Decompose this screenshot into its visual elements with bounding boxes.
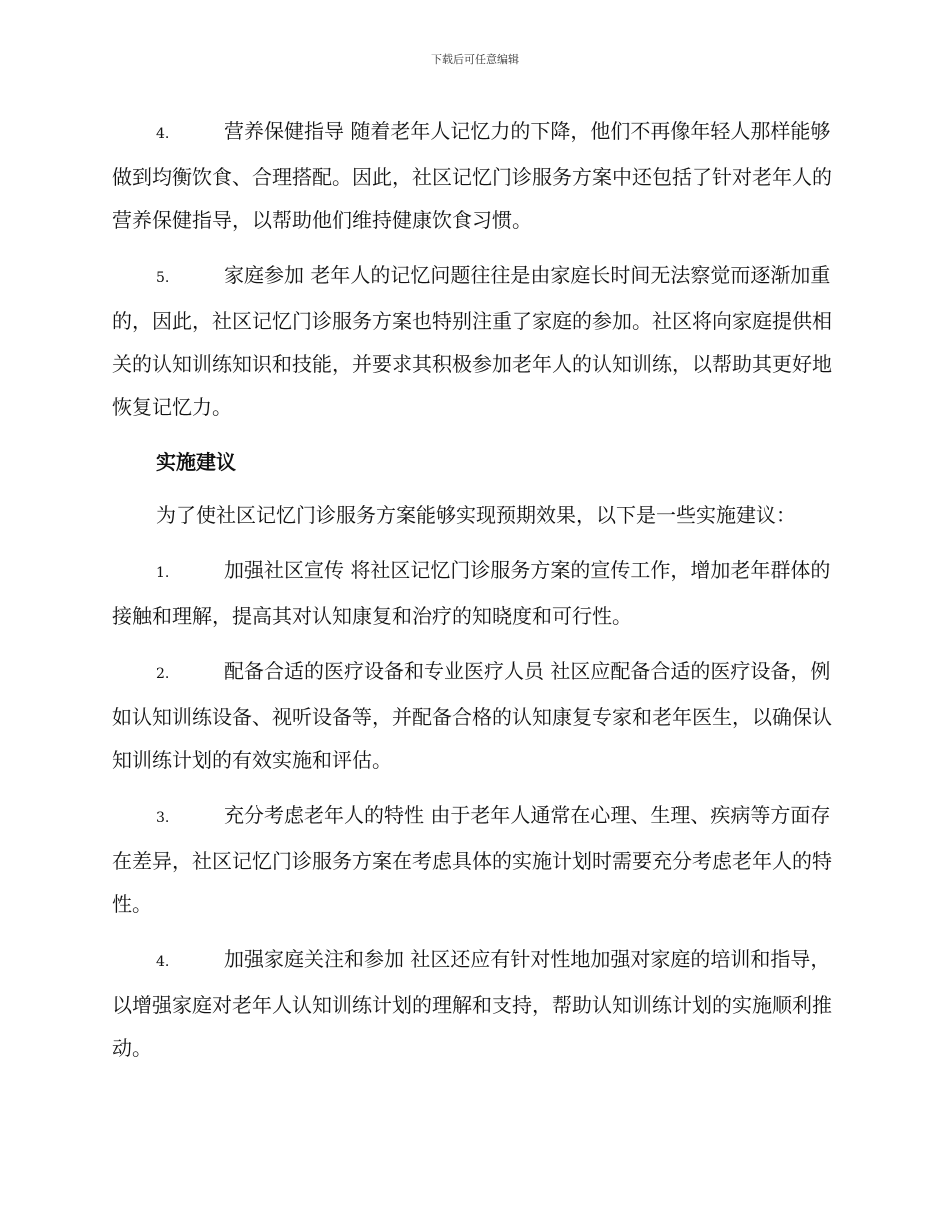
page-header: 下载后可任意编辑 <box>431 53 519 66</box>
list-item <box>112 938 840 1070</box>
list-item-text: 家庭参加 老年人的记忆问题往往是由家庭长时间无法察觉而逐渐加重的，因此，社区记忆门诊服务方案也特别注重了家庭的参加。社区将向家庭提供相关的认知训练知识和技能，并要求其积极参加老年人的认知训练，以帮助其更好地恢复记忆力。 <box>112 263 832 419</box>
list-item-number: 1. <box>156 565 170 581</box>
list-item-text: 配备合适的医疗设备和专业医疗人员 社区应配备合适的医疗设备，例如认知训练设备、视听设备等，并配备合格的认知康复专家和老年医生，以确保认知训练计划的有效实施和评估。 <box>112 659 832 772</box>
list-item <box>112 794 840 926</box>
section-heading: 实施建议 <box>156 450 236 474</box>
list-item-number: 4. <box>156 126 170 142</box>
list-item-number: 3. <box>156 810 170 826</box>
list-item-text: 加强社区宣传 将社区记忆门诊服务方案的宣传工作，增加老年群体的接触和理解，提高其对认知康复和治疗的知晓度和可行性。 <box>112 558 831 628</box>
list-item <box>112 650 840 782</box>
section-intro: 为了使社区记忆门诊服务方案能够实现预期效果，以下是一些实施建议： <box>156 503 796 527</box>
document-body <box>112 110 840 1082</box>
list-item <box>112 549 840 638</box>
list-item <box>112 254 840 429</box>
list-item-text: 充分考虑老年人的特性 由于老年人通常在心理、生理、疾病等方面存在差异，社区记忆门诊服务方案在考虑具体的实施计划时需要充分考虑老年人的特性。 <box>112 803 832 916</box>
list-item-number: 2. <box>156 666 170 682</box>
list-item-text: 加强家庭关注和参加 社区还应有针对性地加强对家庭的培训和指导，以增强家庭对老年人认知训练计划的理解和支持，帮助认知训练计划的实施顺利推动。 <box>112 947 832 1060</box>
list-item-number: 4. <box>156 954 170 970</box>
list-item-text: 营养保健指导 随着老年人记忆力的下降，他们不再像年轻人那样能够做到均衡饮食、合理搭配。因此，社区记忆门诊服务方案中还包括了针对老年人的营养保健指导，以帮助他们维持健康饮食习惯。 <box>112 119 832 232</box>
list-item-number: 5. <box>156 270 170 286</box>
list-item <box>112 110 840 242</box>
